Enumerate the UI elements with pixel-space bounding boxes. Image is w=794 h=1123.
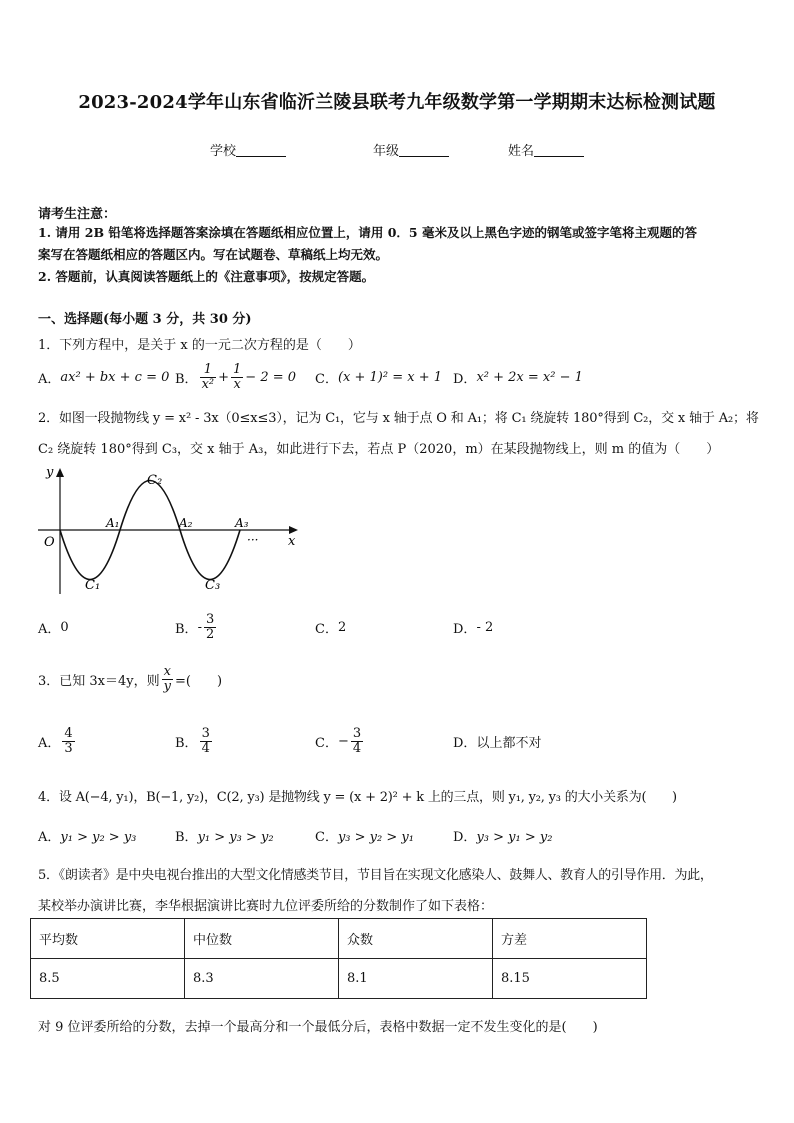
table-cell: 8.15 <box>493 959 647 999</box>
q3-c-sign: − <box>337 733 349 749</box>
y-axis-arrow <box>56 468 64 477</box>
q1-option-c <box>315 357 442 397</box>
q1-a-expr: ax² + bx + c = 0 <box>60 369 170 385</box>
name-blank <box>534 144 584 157</box>
q1-c-label: C． <box>315 371 338 387</box>
notice-line-1: 1. 请用 2B 铅笔将选择题答案涂填在答题纸相应位置上，请用 0．5 毫米及以上黑色字迹的钢笔或签字笔将主观题的答 <box>38 225 697 240</box>
q3-d-label: D． <box>453 735 477 751</box>
q3-a-label: A． <box>38 735 61 751</box>
q3-d-value: 以上都不对 <box>476 735 542 751</box>
q1-stem: 1．下列方程中，是关于 x 的一元二次方程的是（ ） <box>38 338 361 353</box>
q3-stem-pre: 3．已知 3x＝4y，则 <box>38 673 160 689</box>
q2-stem-line-2: C₂ 绕旋转 180°得到 C₃，交 x 轴于 A₃，如此进行下去，若点 P（2020，m）在某段抛物线上，则 m 的值为（ ） <box>38 442 720 457</box>
table-cell: 8.1 <box>339 959 493 999</box>
q4-option-d <box>453 826 552 845</box>
name-label: 姓名 <box>508 144 535 159</box>
q4-b-value: y₁ > y₃ > y₂ <box>197 830 274 845</box>
q3-stem <box>38 658 222 700</box>
q3-stem-post: =( ) <box>174 673 223 689</box>
q2-option-b <box>175 606 218 648</box>
q2-option-d <box>453 606 493 648</box>
curve-c3 <box>180 530 240 580</box>
notice-line-2: 案写在答题纸相应的答题区内。写在试题卷、草稿纸上均无效。 <box>38 247 389 262</box>
table-header-cell: 众数 <box>339 919 493 959</box>
q3-option-b <box>175 719 214 763</box>
q2-option-c <box>315 606 346 648</box>
q1-b-plus: + <box>218 369 230 385</box>
q4-b-label: B． <box>175 830 198 845</box>
q5-question: 对 9 位评委所给的分数，去掉一个最高分和一个最低分后，表格中数据一定不发生变化的是( ) <box>38 1020 598 1035</box>
q1-b-rest: − 2 = 0 <box>245 369 297 385</box>
table-cell: 8.3 <box>185 959 339 999</box>
q2-a-value: 0 <box>60 619 69 635</box>
school-field <box>210 140 286 159</box>
q4-c-value: y₃ > y₂ > y₁ <box>337 830 414 845</box>
q4-a-value: y₁ > y₂ > y₃ <box>60 830 137 845</box>
q1-option-d <box>453 357 583 397</box>
q2-d-value: - 2 <box>476 619 494 635</box>
page-title: 2023-2024学年山东省临沂兰陵县联考九年级数学第一学期期末达标检测试题 <box>78 92 716 113</box>
label-o: O <box>44 535 55 550</box>
q4-d-value: y₃ > y₁ > y₂ <box>476 830 553 845</box>
table-header-cell: 方差 <box>493 919 647 959</box>
q1-b-frac2: $\frac{1}{x}$ <box>233 361 242 392</box>
q1-a-label: A． <box>38 371 61 387</box>
grade-blank <box>399 144 449 157</box>
q2-option-a <box>38 606 69 648</box>
notice-heading: 请考生注意： <box>38 207 117 222</box>
q1-b-frac1: $\frac{1}{\text{x²}}$ <box>201 361 215 392</box>
q4-a-label: A． <box>38 830 61 845</box>
q5-stem-line-1: 5．《朗读者》是中央电视台推出的大型文化情感类节目，节目旨在实现文化感染人、鼓舞人、教育人的引导作用．为此， <box>38 868 713 883</box>
grade-field <box>373 140 449 159</box>
name-field <box>508 140 584 159</box>
label-dots: ··· <box>247 533 259 547</box>
q3-option-d <box>453 719 541 763</box>
section-heading: 一、选择题(每小题 3 分，共 30 分) <box>38 312 252 327</box>
q2-c-label: C． <box>315 621 338 637</box>
grade-label: 年级 <box>373 144 400 159</box>
q2-d-label: D． <box>453 621 477 637</box>
q1-d-expr: x² + 2x = x² − 1 <box>476 369 583 385</box>
score-table <box>30 918 647 999</box>
q3-b-label: B． <box>175 735 198 751</box>
q4-option-c <box>315 826 414 845</box>
q2-b-frac: $\frac{3}{2}$ <box>205 611 215 642</box>
q2-c-value: 2 <box>337 619 347 635</box>
x-axis-arrow <box>289 526 298 534</box>
curve-c1 <box>60 530 120 580</box>
q3-c-frac: $\frac{3}{4}$ <box>352 725 362 756</box>
q3-option-a <box>38 719 77 763</box>
q1-d-label: D． <box>453 371 477 387</box>
notice-line-3: 2. 答题前，认真阅读答题纸上的《注意事项》，按规定答题。 <box>38 269 375 284</box>
q1-option-b <box>175 357 296 397</box>
table-header-row <box>31 919 647 959</box>
q4-d-label: D． <box>453 830 477 845</box>
table-header-cell: 中位数 <box>185 919 339 959</box>
q5-stem-line-2: 某校举办演讲比赛，李华根据演讲比赛时九位评委所给的分数制作了如下表格： <box>38 899 494 914</box>
label-a3: A₃ <box>235 516 249 530</box>
q1-b-label: B． <box>175 371 198 387</box>
q3-b-frac: $\frac{3}{4}$ <box>201 725 210 756</box>
school-label: 学校 <box>210 144 237 159</box>
q4-option-a <box>38 826 136 845</box>
label-c3: C₃ <box>205 578 221 593</box>
q2-b-label: B． <box>175 621 198 637</box>
q3-option-c <box>315 719 365 763</box>
school-blank <box>236 144 286 157</box>
table-cell: 8.5 <box>31 959 185 999</box>
q4-option-b <box>175 826 274 845</box>
q2-figure <box>30 462 310 597</box>
table-row <box>31 959 647 999</box>
label-c2: C₂ <box>147 473 163 488</box>
q3-stem-frac: $\frac{x}{y}$ <box>163 663 171 694</box>
q2-stem-line-1: 2．如图一段抛物线 y = x² - 3x（0≤x≤3），记为 C₁，它与 x 轴于点 O 和 A₁；将 C₁ 绕旋转 180°得到 C₂，交 x 轴于 A₂；将 <box>38 411 759 426</box>
label-x: x <box>288 534 296 549</box>
label-a1: A₁ <box>106 516 120 530</box>
label-y: y <box>46 465 54 480</box>
q1-c-expr: (x + 1)² = x + 1 <box>337 369 442 385</box>
label-a2: A₂ <box>179 516 193 530</box>
q4-c-label: C． <box>315 830 338 845</box>
table-header-cell: 平均数 <box>31 919 185 959</box>
q3-c-label: C． <box>315 735 338 751</box>
q1-option-a <box>38 357 169 397</box>
q2-a-label: A． <box>38 621 61 637</box>
q3-a-frac: $\frac{4}{3}$ <box>64 725 73 756</box>
q4-stem: 4．设 A(−4, y₁)，B(−1, y₂)，C(2, y₃) 是抛物线 y = (x + 2)² + k 上的三点，则 y₁, y₂, y₃ 的大小关系为( ) <box>38 790 677 805</box>
label-c1: C₁ <box>85 578 101 593</box>
q2-b-sign: - <box>197 619 202 635</box>
